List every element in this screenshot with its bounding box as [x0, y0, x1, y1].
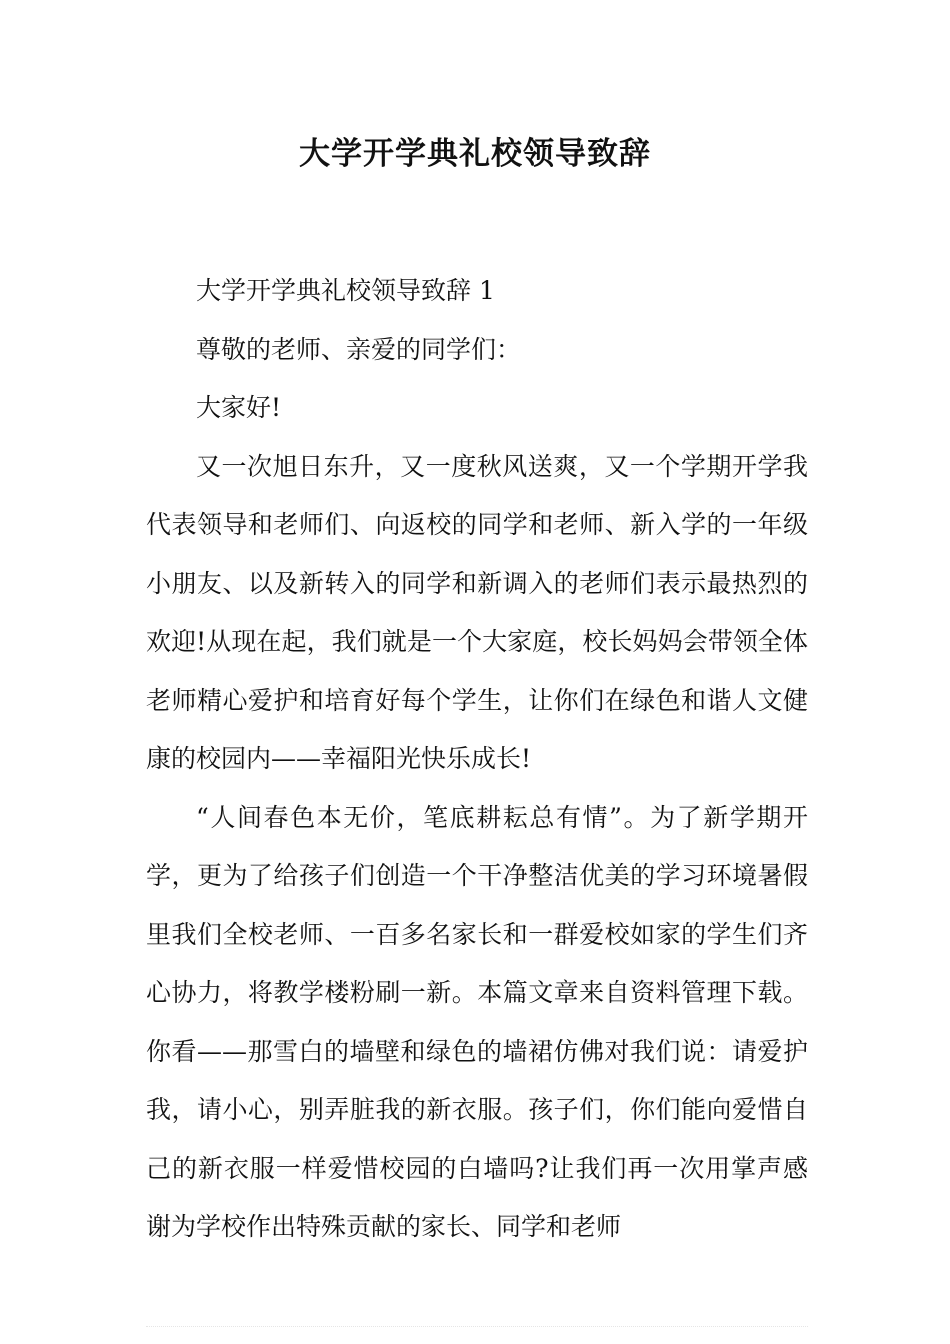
subtitle-paragraph: 大学开学典礼校领导致辞 1: [196, 276, 495, 305]
greeting-paragraph: 大家好!: [196, 393, 282, 422]
body-paragraph: “人间春色本无价，笔底耕耘总有情”。为了新学期开学，更为了给孩子们创造一个干净整洁优美的学习环境暑假里我们全校老师、一百多名家长和一群爱校如家的学生们齐心协力，将教学楼粉刷一新。本篇文章来自资料管理下载。你看——那雪白的墙壁和绿色的墙裙仿佛对我们说：请爱护我，请小心，别弄脏我的新衣服。孩子们，你们能向爱惜自己的新衣服一样爱惜校园的白墙吗?让我们再一次用掌声感谢为学校作出特殊贡献的家长、同学和老师: [146, 802, 808, 1241]
document-body: [146, 262, 808, 1257]
document-title: 大学开学典礼校领导致辞: [299, 136, 651, 172]
body-paragraph: 又一次旭日东升，又一度秋风送爽，又一个学期开学我代表领导和老师们、向返校的同学和老师、新入学的一年级小朋友、以及新转入的同学和新调入的老师们表示最热烈的欢迎!从现在起，我们就是一个大家庭，校长妈妈会带领全体老师精心爱护和培育好每个学生，让你们在绿色和谐人文健康的校园内——幸福阳光快乐成长!: [146, 451, 808, 773]
salutation-paragraph: 尊敬的老师、亲爱的同学们：: [196, 334, 522, 364]
page-footer-divider: [146, 1326, 808, 1329]
